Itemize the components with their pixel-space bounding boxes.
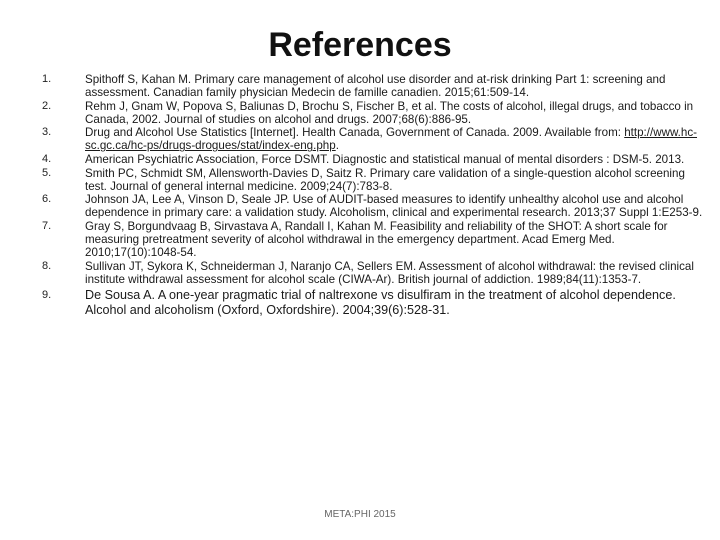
reference-text-prefix: Drug and Alcohol Use Statistics [Internet]. Health Canada, Government of Canada. 2009. Available from: [85, 126, 625, 140]
reference-text: Spithoff S, Kahan M. Primary care management of alcohol use disorder and at-risk drinking Part 1: screening and assessment. Canadian family physician Medecin de famille canadien. 2015;61:509-14. [85, 73, 666, 100]
reference-item [0, 167, 720, 193]
reference-text: Johnson JA, Lee A, Vinson D, Seale JP. Use of AUDIT-based measures to identify unhealthy alcohol use and alcohol dependence in primary care: a validation study. Alcoholism, clinical and experimental research. 2013;37 Suppl 1:E253-9. [85, 193, 703, 220]
reference-item [0, 100, 720, 126]
reference-item [0, 126, 720, 152]
reference-text: Gray S, Borgundvaag B, Sirvastava A, Randall I, Kahan M. Feasibility and reliability of the SHOT: A short scale for measuring pretreatment severity of alcohol withdrawal in the emergency department. Acad Emerg Med. 2010;17(10):1048-54. [85, 220, 668, 260]
reference-text: De Sousa A. A one-year pragmatic trial of naltrexone vs disulfiram in the treatment of alcohol dependence. Alcohol and alcoholism (Oxford, Oxfordshire). 2004;39(6):528-31. [85, 288, 676, 317]
reference-item [0, 220, 720, 259]
footer-label: META:PHI 2015 [324, 509, 396, 520]
reference-number: 6. [42, 193, 52, 206]
reference-text [85, 126, 710, 152]
reference-item [0, 193, 720, 219]
reference-number: 2. [42, 99, 52, 112]
reference-number: 4. [42, 153, 52, 166]
reference-number: 9. [42, 289, 52, 301]
reference-list [0, 73, 720, 319]
reference-text: American Psychiatric Association, Force DSMT. Diagnostic and statistical manual of mental disorders : DSM-5. 2013. [85, 153, 685, 167]
reference-item [0, 260, 720, 286]
reference-number: 3. [42, 126, 52, 139]
page-title: References [268, 26, 452, 64]
health-canada-link[interactable]: http://www.hc-sc.gc.ca/hc-ps/drugs-drogues/stat/index-eng.php [85, 126, 698, 153]
reference-text-suffix: . [335, 139, 339, 153]
reference-text: Sullivan JT, Sykora K, Schneiderman J, Naranjo CA, Sellers EM. Assessment of alcohol withdrawal: the revised clinical institute withdrawal assessment for alcohol scale (CIWA-Ar). British journal of addiction. 1989;84(11):1353-7. [85, 259, 694, 286]
reference-number: 5. [42, 166, 52, 179]
reference-item [0, 288, 720, 318]
reference-text: Rehm J, Gnam W, Popova S, Baliunas D, Brochu S, Fischer B, et al. The costs of alcohol, illegal drugs, and tobacco in Canada, 2002. Journal of studies on alcohol and drugs. 2007;68(6):886-95. [85, 99, 694, 126]
reference-number: 1. [42, 73, 52, 85]
reference-number: 7. [42, 220, 52, 233]
reference-number: 8. [42, 259, 52, 272]
reference-text: Smith PC, Schmidt SM, Allensworth-Davies D, Saitz R. Primary care validation of a single-question alcohol screening test. Journal of general internal medicine. 2009;24(7):783-8. [85, 166, 685, 193]
reference-item [0, 73, 720, 99]
reference-item [0, 153, 720, 166]
